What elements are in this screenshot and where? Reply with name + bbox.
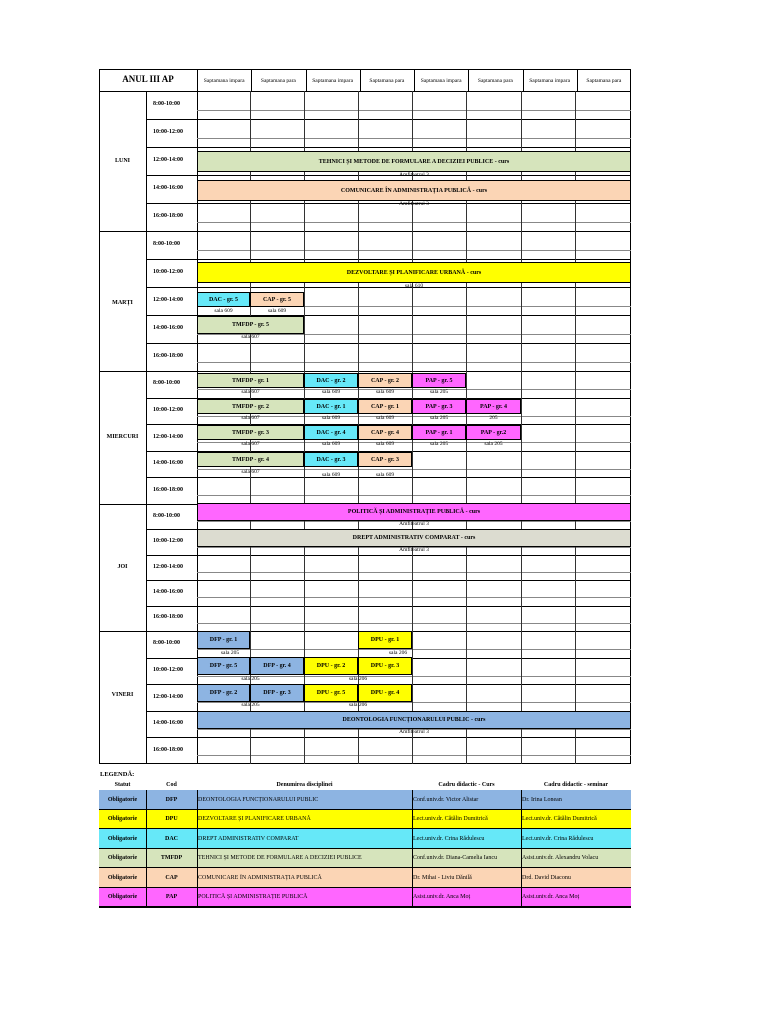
time-slot-label: 10:00-12:00 — [153, 406, 183, 413]
course-block-cap-curs: COMUNICARE ÎN ADMINISTRAȚIA PUBLICĂ - curs — [197, 180, 631, 201]
room-label: Amfiteatrul 3 — [399, 172, 429, 178]
legend-statut: Obligatorie — [107, 835, 138, 842]
legend-cod: TMFDP — [160, 855, 183, 862]
group-block-pap-1: PAP - gr. 1 — [412, 425, 466, 440]
page-title: ANUL III AP — [122, 74, 174, 84]
time-slot-label: 10:00-12:00 — [153, 538, 183, 545]
group-block-tmfdp-4: TMFDP - gr. 4 — [197, 452, 304, 467]
room-label: sala 206 — [348, 702, 368, 708]
legend-curs: Lect.univ.dr. Cătălin Dumitrică — [413, 816, 488, 823]
legend-name: DEZVOLTARE ȘI PLANIFICARE URBANĂ — [198, 816, 311, 823]
time-slot-label: 8:00-10:00 — [153, 241, 180, 247]
time-slot-label: 16:00-18:00 — [153, 614, 183, 621]
room-label: sala 609 — [321, 472, 341, 478]
legend-curs: Lect.univ.dr. Crina Rădulescu — [413, 835, 485, 842]
time-slot-label: 10:00-12:00 — [153, 269, 183, 275]
legend-statut: Obligatorie — [107, 894, 138, 901]
legend-cod: PAP — [165, 894, 178, 901]
week-header: Saptamana impara — [420, 78, 462, 84]
group-block-cap-5: CAP - gr. 5 — [250, 292, 304, 307]
group-block-tmfdp-1: TMFDP - gr. 1 — [197, 373, 304, 388]
time-slot-label: 8:00-10:00 — [153, 101, 180, 107]
room-label: Amfiteatrul 3 — [399, 521, 429, 527]
week-header: Saptamana para — [369, 78, 405, 84]
course-block-pap-curs: POLITICĂ ȘI ADMINISTRAȚIE PUBLICĂ - curs — [197, 503, 631, 521]
room-label: Amfiteatrul 3 — [399, 201, 429, 207]
course-block-dac-curs: DREPT ADMINISTRATIV COMPARAT - curs — [197, 529, 631, 547]
time-slot-label: 12:00-14:00 — [153, 693, 183, 700]
room-label: sala 607 — [241, 389, 260, 395]
group-block-tmfdp-3: TMFDP - gr. 3 — [197, 425, 304, 440]
week-header: Saptamana para — [260, 78, 296, 84]
time-slot-label: 14:00-16:00 — [153, 185, 183, 191]
legend-cod: DPU — [165, 816, 178, 823]
time-slot-label: 8:00-10:00 — [153, 380, 180, 387]
group-block-dfp-3: DFP - gr. 3 — [250, 684, 304, 702]
time-slot-label: 12:00-14:00 — [153, 563, 183, 570]
time-slot-label: 14:00-16:00 — [153, 720, 183, 727]
time-slot-label: 16:00-18:00 — [153, 353, 183, 359]
legend-statut: Obligatorie — [107, 855, 138, 862]
group-block-dpu-3: DPU - gr. 3 — [358, 657, 412, 675]
room-label: sala 609 — [321, 441, 341, 447]
room-label: sala 205 — [484, 441, 503, 447]
time-slot-label: 8:00-10:00 — [153, 640, 180, 647]
legend-statut: Obligatorie — [107, 796, 138, 803]
time-slot-label: 12:00-14:00 — [153, 297, 183, 303]
group-block-pap-5: PAP - gr. 5 — [412, 373, 466, 388]
week-header: Saptamana impara — [312, 78, 354, 84]
group-block-pap-3: PAP - gr. 3 — [412, 399, 466, 414]
legend-header-statut: Statut — [114, 782, 131, 788]
room-label: sala 205 — [429, 389, 449, 395]
legend-header-denumire: Denumirea disciplinei — [276, 782, 333, 788]
room-label: Amfiteatrul 3 — [399, 729, 429, 735]
room-label: sala 609 — [321, 415, 341, 421]
day-label-luni: LUNI — [114, 158, 130, 164]
group-block-cap-1: CAP - gr. 1 — [358, 399, 412, 414]
legend-name: DEONTOLOGIA FUNCȚIONARULUI PUBLIC — [198, 796, 319, 803]
time-slot-label: 16:00-18:00 — [153, 486, 183, 493]
group-block-cap-3: CAP - gr. 3 — [358, 452, 412, 467]
group-block-dpu-4: DPU - gr. 4 — [358, 684, 412, 702]
room-label: sala 206 — [348, 676, 368, 682]
course-block-dfp-curs: DEONTOLOGIA FUNCȚIONARULUI PUBLIC - curs — [197, 711, 631, 729]
time-slot-label: 8:00-10:00 — [153, 512, 180, 519]
group-block-dac-1: DAC - gr. 1 — [304, 399, 358, 414]
room-label: sala 205 — [241, 676, 260, 682]
legend-seminar: Asist.univ.dr. Anca Moț — [522, 894, 580, 901]
time-slot-label: 14:00-16:00 — [153, 325, 183, 331]
legend-row-tmfdp — [99, 849, 631, 869]
room-label: Amfiteatrul 3 — [399, 547, 429, 553]
room-label: sala 609 — [267, 308, 287, 314]
room-label: sala 205 — [429, 441, 449, 447]
group-block-cap-2: CAP - gr. 2 — [358, 373, 412, 388]
legend-seminar: Asist.univ.dr. Alexandru Volacu — [522, 855, 599, 862]
week-header: Saptamana para — [477, 78, 513, 84]
room-label: sala 609 — [375, 389, 395, 395]
room-label: sala 609 — [375, 415, 395, 421]
room-label: sala 607 — [241, 415, 260, 421]
legend-curs: Dr. Mihai - Liviu Dănilă — [413, 874, 472, 881]
legend-cod: DFP — [165, 796, 178, 803]
room-label: sala 609 — [375, 472, 395, 478]
room-label: sala 607 — [241, 441, 260, 447]
time-slot-label: 12:00-14:00 — [153, 157, 183, 163]
room-label: sala 610 — [404, 283, 424, 289]
time-slot-label: 12:00-14:00 — [153, 433, 183, 440]
group-block-dac-3: DAC - gr. 3 — [304, 452, 358, 467]
group-block-dfp-1: DFP - gr. 1 — [197, 631, 250, 649]
room-label: sala 206 — [388, 650, 408, 656]
group-block-dac-2: DAC - gr. 2 — [304, 373, 358, 388]
time-slot-label: 16:00-18:00 — [153, 746, 183, 753]
week-header: Saptamana impara — [529, 78, 571, 84]
group-block-dac-5: DAC - gr. 5 — [197, 292, 250, 307]
time-slot-label: 14:00-16:00 — [153, 588, 183, 595]
legend-cod: CAP — [165, 874, 178, 881]
time-slot-label: 16:00-18:00 — [153, 213, 183, 219]
group-block-dpu-2: DPU - gr. 2 — [304, 657, 358, 675]
legend-curs: Conf.univ.dr. Diana-Camelia Iancu — [413, 855, 498, 862]
group-block-dac-4: DAC - gr. 4 — [304, 425, 358, 440]
group-block-cap-4: CAP - gr. 4 — [358, 425, 412, 440]
group-block-dfp-2: DFP - gr. 2 — [197, 684, 250, 702]
legend-row-dpu — [99, 810, 631, 830]
legend-row-cap — [99, 868, 631, 888]
legend-title: LEGENDĂ: — [100, 771, 135, 778]
group-block-pap-4: PAP - gr. 4 — [466, 399, 521, 414]
legend-seminar: Dr. Irina Lonean — [522, 796, 562, 803]
group-block-tmfdp-2: TMFDP - gr. 2 — [197, 399, 304, 414]
legend-curs: Conf.univ.dr. Victor Alistar — [413, 796, 479, 803]
room-label: sala 609 — [375, 441, 395, 447]
time-slot-label: 10:00-12:00 — [153, 129, 183, 135]
group-block-dfp-5: DFP - gr. 5 — [197, 657, 250, 675]
group-block-dpu-1: DPU - gr. 1 — [358, 631, 412, 649]
legend-curs: Asist.univ.dr. Anca Moț — [413, 894, 471, 901]
day-label-joi: JOI — [117, 564, 128, 570]
legend-seminar: Lect.univ.dr. Cătălin Dumitrică — [522, 816, 597, 823]
room-label: sala 609 — [214, 308, 233, 314]
week-header: Saptamana para — [586, 78, 622, 84]
day-label-vineri: VINERI — [111, 692, 134, 698]
day-label-marti: MARȚI — [112, 300, 133, 306]
legend-cod: DAC — [165, 835, 178, 842]
group-block-pap-2: PAP - gr.2 — [466, 425, 521, 440]
room-label: sala 205 — [220, 650, 240, 656]
time-slot-label: 14:00-16:00 — [153, 460, 183, 467]
course-block-tmfdp-curs: TEHNICI ȘI METODE DE FORMULARE A DECIZIEI PUBLICE - curs — [197, 151, 631, 172]
room-label: sala 607 — [241, 469, 260, 475]
time-slot-label: 10:00-12:00 — [153, 666, 183, 673]
course-block-dpu-curs: DEZVOLTARE ȘI PLANIFICARE URBANĂ - curs — [197, 262, 631, 283]
room-label: 205 — [489, 415, 498, 421]
group-block-dfp-4: DFP - gr. 4 — [250, 657, 304, 675]
legend-name: TEHNICI ȘI METODE DE FORMULARE A DECIZIEI PUBLICE — [198, 855, 362, 862]
legend-name: COMUNICARE ÎN ADMINISTRAȚIA PUBLICĂ — [198, 874, 322, 881]
group-block-tmfdp-5: TMFDP - gr. 5 — [197, 316, 304, 334]
legend-name: POLITICĂ ȘI ADMINISTRAȚIE PUBLICĂ — [198, 894, 308, 901]
day-label-miercuri: MIERCURI — [106, 434, 139, 440]
legend-row-dfp — [99, 790, 631, 810]
legend-name: DREPT ADMINISTRATIV COMPARAT — [198, 835, 299, 842]
legend-statut: Obligatorie — [107, 874, 138, 881]
legend-row-pap — [99, 888, 631, 908]
legend-statut: Obligatorie — [107, 816, 138, 823]
group-block-dpu-5: DPU - gr. 5 — [304, 684, 358, 702]
legend-header-cod: Cod — [166, 782, 177, 788]
room-label: sala 607 — [241, 334, 260, 340]
week-header: Saptamana impara — [203, 78, 245, 84]
room-label: sala 205 — [241, 702, 260, 708]
room-label: sala 609 — [321, 389, 341, 395]
legend-seminar: Lect.univ.dr. Crina Rădulescu — [522, 835, 594, 842]
legend-seminar: Drd. David Diaconu — [522, 874, 571, 881]
legend-header-curs: Cadru didactic - Curs — [438, 782, 495, 788]
room-label: sala 205 — [429, 415, 449, 421]
legend-row-dac — [99, 829, 631, 849]
legend-header-seminar: Cadru didactic - seminar — [543, 782, 609, 788]
